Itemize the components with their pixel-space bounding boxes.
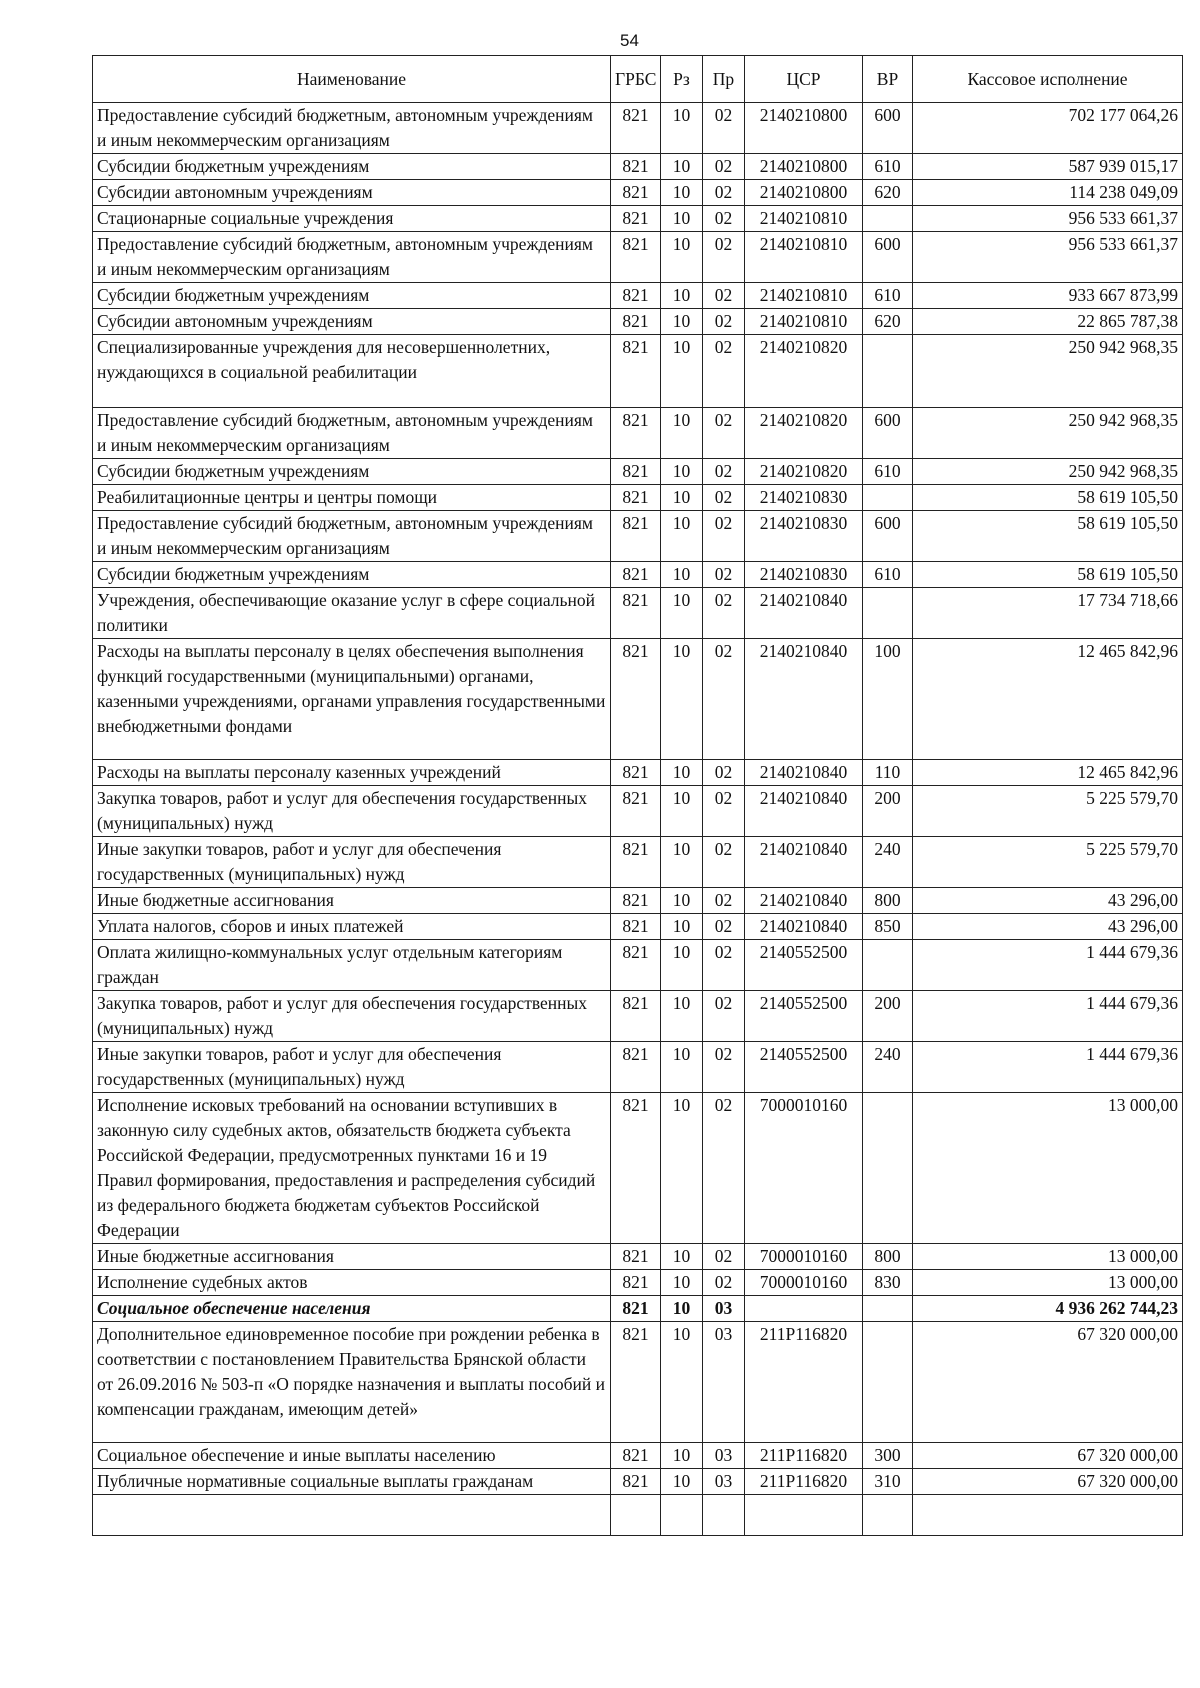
table-row [93, 1244, 1183, 1270]
cell-name: Специализированные учреждения для несовершеннолетних, нуждающихся в социальной реабилитации [93, 335, 611, 408]
cell-csr: 2140210840 [745, 914, 863, 940]
cell-vr: 800 [863, 888, 913, 914]
cell-rz: 10 [661, 103, 703, 154]
cell-amount: 12 465 842,96 [913, 760, 1183, 786]
cell-csr: 2140210800 [745, 154, 863, 180]
column-header-amount: Кассовое исполнение [913, 56, 1183, 103]
cell-csr [745, 1296, 863, 1322]
cell-grbs: 821 [611, 283, 661, 309]
cell-name: Субсидии автономным учреждениям [93, 309, 611, 335]
cell-csr: 7000010160 [745, 1244, 863, 1270]
cell-rz: 10 [661, 940, 703, 991]
cell-grbs: 821 [611, 309, 661, 335]
cell-amount: 1 444 679,36 [913, 940, 1183, 991]
cell-name: Социальное обеспечение населения [93, 1296, 611, 1322]
cell-vr: 310 [863, 1469, 913, 1495]
cell-name: Субсидии бюджетным учреждениям [93, 459, 611, 485]
cell-csr: 2140210820 [745, 408, 863, 459]
cell-name: Расходы на выплаты персоналу казенных учреждений [93, 760, 611, 786]
cell-grbs: 821 [611, 991, 661, 1042]
cell-grbs: 821 [611, 837, 661, 888]
cell-rz: 10 [661, 335, 703, 408]
cell-amount: 250 942 968,35 [913, 408, 1183, 459]
cell-name: Предоставление субсидий бюджетным, автономным учреждениям и иным некоммерческим организациям [93, 511, 611, 562]
cell-grbs: 821 [611, 1042, 661, 1093]
column-header-vr: ВР [863, 56, 913, 103]
table-row-empty [93, 1495, 1183, 1536]
cell-amount: 67 320 000,00 [913, 1322, 1183, 1443]
cell-csr: 7000010160 [745, 1270, 863, 1296]
cell-grbs: 821 [611, 335, 661, 408]
cell-pr: 02 [703, 991, 745, 1042]
table-row [93, 786, 1183, 837]
cell-vr: 610 [863, 154, 913, 180]
cell-pr: 02 [703, 283, 745, 309]
cell-pr: 02 [703, 914, 745, 940]
cell-csr: 2140210840 [745, 760, 863, 786]
cell-amount: 67 320 000,00 [913, 1443, 1183, 1469]
cell-grbs: 821 [611, 1270, 661, 1296]
cell-grbs: 821 [611, 1469, 661, 1495]
cell-name: Расходы на выплаты персоналу в целях обеспечения выполнения функций государственными (муниципальными) органами, казенными учреждениями, органами управления государственными внебюджетными фондами [93, 639, 611, 760]
cell-amount: 250 942 968,35 [913, 335, 1183, 408]
empty-cell [93, 1495, 611, 1536]
cell-vr: 800 [863, 1244, 913, 1270]
cell-name: Субсидии бюджетным учреждениям [93, 562, 611, 588]
column-header-csr: ЦСР [745, 56, 863, 103]
cell-name: Предоставление субсидий бюджетным, автономным учреждениям и иным некоммерческим организациям [93, 103, 611, 154]
cell-vr: 610 [863, 562, 913, 588]
cell-vr: 240 [863, 837, 913, 888]
cell-pr: 02 [703, 485, 745, 511]
cell-csr: 2140210810 [745, 309, 863, 335]
table-row [93, 1270, 1183, 1296]
table-row [93, 914, 1183, 940]
cell-name: Социальное обеспечение и иные выплаты населению [93, 1443, 611, 1469]
column-header-name: Наименование [93, 56, 611, 103]
cell-amount: 956 533 661,37 [913, 206, 1183, 232]
cell-vr [863, 940, 913, 991]
cell-csr: 2140210830 [745, 562, 863, 588]
page-number: 54 [620, 31, 639, 50]
cell-rz: 10 [661, 639, 703, 760]
cell-pr: 02 [703, 232, 745, 283]
cell-amount: 17 734 718,66 [913, 588, 1183, 639]
table-row [93, 837, 1183, 888]
empty-cell [703, 1495, 745, 1536]
cell-csr: 2140552500 [745, 991, 863, 1042]
cell-rz: 10 [661, 459, 703, 485]
cell-name: Субсидии автономным учреждениям [93, 180, 611, 206]
column-header-grbs: ГРБС [611, 56, 661, 103]
cell-csr: 211P116820 [745, 1322, 863, 1443]
cell-amount: 114 238 049,09 [913, 180, 1183, 206]
cell-vr: 600 [863, 232, 913, 283]
cell-grbs: 821 [611, 408, 661, 459]
cell-name: Предоставление субсидий бюджетным, автономным учреждениям и иным некоммерческим организациям [93, 408, 611, 459]
table-row [93, 1443, 1183, 1469]
table-row [93, 1469, 1183, 1495]
cell-pr: 02 [703, 154, 745, 180]
cell-csr: 2140552500 [745, 1042, 863, 1093]
cell-rz: 10 [661, 837, 703, 888]
cell-csr: 2140210810 [745, 283, 863, 309]
cell-pr: 02 [703, 786, 745, 837]
empty-cell [611, 1495, 661, 1536]
cell-amount: 58 619 105,50 [913, 485, 1183, 511]
cell-rz: 10 [661, 232, 703, 283]
table-row [93, 1093, 1183, 1244]
cell-amount: 13 000,00 [913, 1093, 1183, 1244]
cell-vr: 610 [863, 459, 913, 485]
cell-grbs: 821 [611, 459, 661, 485]
cell-grbs: 821 [611, 1244, 661, 1270]
cell-rz: 10 [661, 1296, 703, 1322]
cell-pr: 02 [703, 309, 745, 335]
cell-pr: 02 [703, 180, 745, 206]
cell-csr: 2140210840 [745, 588, 863, 639]
cell-vr: 600 [863, 511, 913, 562]
cell-rz: 10 [661, 1270, 703, 1296]
cell-pr: 03 [703, 1322, 745, 1443]
cell-name: Стационарные социальные учреждения [93, 206, 611, 232]
cell-pr: 02 [703, 206, 745, 232]
cell-rz: 10 [661, 154, 703, 180]
cell-name: Закупка товаров, работ и услуг для обеспечения государственных (муниципальных) нужд [93, 786, 611, 837]
cell-grbs: 821 [611, 914, 661, 940]
cell-csr: 2140210810 [745, 206, 863, 232]
table-row [93, 283, 1183, 309]
cell-pr: 02 [703, 1270, 745, 1296]
cell-grbs: 821 [611, 232, 661, 283]
cell-rz: 10 [661, 511, 703, 562]
cell-vr: 830 [863, 1270, 913, 1296]
cell-vr [863, 335, 913, 408]
cell-pr: 03 [703, 1296, 745, 1322]
cell-amount: 250 942 968,35 [913, 459, 1183, 485]
table-row [93, 760, 1183, 786]
cell-rz: 10 [661, 309, 703, 335]
cell-rz: 10 [661, 1322, 703, 1443]
cell-csr: 211P116820 [745, 1443, 863, 1469]
cell-vr: 600 [863, 408, 913, 459]
table-header-row [93, 56, 1183, 103]
cell-vr [863, 485, 913, 511]
cell-amount: 12 465 842,96 [913, 639, 1183, 760]
cell-csr: 2140210820 [745, 459, 863, 485]
table-row [93, 180, 1183, 206]
cell-pr: 02 [703, 459, 745, 485]
table-row [93, 588, 1183, 639]
cell-amount: 43 296,00 [913, 914, 1183, 940]
cell-amount: 5 225 579,70 [913, 786, 1183, 837]
cell-vr [863, 1322, 913, 1443]
cell-rz: 10 [661, 408, 703, 459]
cell-pr: 02 [703, 562, 745, 588]
cell-pr: 03 [703, 1469, 745, 1495]
empty-cell [745, 1495, 863, 1536]
table-row [93, 562, 1183, 588]
cell-amount: 22 865 787,38 [913, 309, 1183, 335]
table-row [93, 940, 1183, 991]
cell-vr: 850 [863, 914, 913, 940]
cell-amount: 58 619 105,50 [913, 511, 1183, 562]
cell-rz: 10 [661, 760, 703, 786]
table-row [93, 1296, 1183, 1322]
table-row [93, 408, 1183, 459]
cell-amount: 702 177 064,26 [913, 103, 1183, 154]
cell-csr: 2140210840 [745, 786, 863, 837]
cell-pr: 02 [703, 888, 745, 914]
cell-csr: 7000010160 [745, 1093, 863, 1244]
cell-csr: 211P116820 [745, 1469, 863, 1495]
cell-amount: 1 444 679,36 [913, 991, 1183, 1042]
cell-rz: 10 [661, 588, 703, 639]
cell-csr: 2140210820 [745, 335, 863, 408]
cell-name: Закупка товаров, работ и услуг для обеспечения государственных (муниципальных) нужд [93, 991, 611, 1042]
cell-csr: 2140210840 [745, 888, 863, 914]
table-row [93, 639, 1183, 760]
cell-rz: 10 [661, 283, 703, 309]
cell-grbs: 821 [611, 639, 661, 760]
table-row [93, 103, 1183, 154]
cell-amount: 5 225 579,70 [913, 837, 1183, 888]
cell-name: Исполнение судебных актов [93, 1270, 611, 1296]
cell-name: Предоставление субсидий бюджетным, автономным учреждениям и иным некоммерческим организациям [93, 232, 611, 283]
cell-rz: 10 [661, 1042, 703, 1093]
cell-name: Субсидии бюджетным учреждениям [93, 283, 611, 309]
budget-execution-table [92, 55, 1183, 1536]
cell-vr [863, 1296, 913, 1322]
cell-vr: 600 [863, 103, 913, 154]
cell-amount: 956 533 661,37 [913, 232, 1183, 283]
cell-rz: 10 [661, 914, 703, 940]
cell-pr: 02 [703, 588, 745, 639]
cell-csr: 2140210840 [745, 837, 863, 888]
cell-pr: 02 [703, 1244, 745, 1270]
cell-vr: 200 [863, 786, 913, 837]
cell-name: Уплата налогов, сборов и иных платежей [93, 914, 611, 940]
cell-vr [863, 1093, 913, 1244]
cell-csr: 2140210800 [745, 180, 863, 206]
cell-grbs: 821 [611, 154, 661, 180]
cell-vr: 620 [863, 309, 913, 335]
empty-cell [863, 1495, 913, 1536]
cell-name: Иные бюджетные ассигнования [93, 888, 611, 914]
cell-csr: 2140210800 [745, 103, 863, 154]
table-row [93, 309, 1183, 335]
cell-amount: 13 000,00 [913, 1270, 1183, 1296]
cell-grbs: 821 [611, 103, 661, 154]
cell-pr: 02 [703, 1093, 745, 1244]
empty-cell [661, 1495, 703, 1536]
table-row [93, 511, 1183, 562]
cell-grbs: 821 [611, 888, 661, 914]
cell-vr: 610 [863, 283, 913, 309]
cell-pr: 02 [703, 1042, 745, 1093]
cell-rz: 10 [661, 888, 703, 914]
cell-pr: 02 [703, 103, 745, 154]
cell-amount: 933 667 873,99 [913, 283, 1183, 309]
cell-vr: 240 [863, 1042, 913, 1093]
cell-vr: 200 [863, 991, 913, 1042]
cell-csr: 2140210830 [745, 485, 863, 511]
cell-amount: 67 320 000,00 [913, 1469, 1183, 1495]
cell-name: Иные закупки товаров, работ и услуг для обеспечения государственных (муниципальных) нужд [93, 1042, 611, 1093]
cell-grbs: 821 [611, 940, 661, 991]
cell-pr: 02 [703, 335, 745, 408]
cell-rz: 10 [661, 485, 703, 511]
cell-rz: 10 [661, 180, 703, 206]
cell-grbs: 821 [611, 588, 661, 639]
cell-name: Иные бюджетные ассигнования [93, 1244, 611, 1270]
cell-name: Реабилитационные центры и центры помощи [93, 485, 611, 511]
table-row [93, 485, 1183, 511]
cell-amount: 58 619 105,50 [913, 562, 1183, 588]
cell-grbs: 821 [611, 485, 661, 511]
cell-vr: 300 [863, 1443, 913, 1469]
table-row [93, 991, 1183, 1042]
cell-grbs: 821 [611, 1322, 661, 1443]
column-header-rz: Рз [661, 56, 703, 103]
cell-grbs: 821 [611, 1443, 661, 1469]
cell-name: Дополнительное единовременное пособие при рождении ребенка в соответствии с постановлением Правительства Брянской области от 26.09.2016 № 503-п «О порядке назначения и выплаты пособий и компенсации гражданам, имеющим детей» [93, 1322, 611, 1443]
cell-name: Иные закупки товаров, работ и услуг для обеспечения государственных (муниципальных) нужд [93, 837, 611, 888]
table-row [93, 888, 1183, 914]
empty-cell [913, 1495, 1183, 1536]
cell-amount: 587 939 015,17 [913, 154, 1183, 180]
cell-name: Субсидии бюджетным учреждениям [93, 154, 611, 180]
column-header-pr: Пр [703, 56, 745, 103]
cell-amount: 4 936 262 744,23 [913, 1296, 1183, 1322]
cell-name: Учреждения, обеспечивающие оказание услуг в сфере социальной политики [93, 588, 611, 639]
cell-rz: 10 [661, 1244, 703, 1270]
cell-rz: 10 [661, 786, 703, 837]
cell-grbs: 821 [611, 1296, 661, 1322]
cell-pr: 02 [703, 639, 745, 760]
cell-vr: 620 [863, 180, 913, 206]
table-row [93, 459, 1183, 485]
cell-pr: 02 [703, 511, 745, 562]
cell-pr: 03 [703, 1443, 745, 1469]
table-body [93, 103, 1183, 1536]
cell-pr: 02 [703, 408, 745, 459]
cell-pr: 02 [703, 760, 745, 786]
table-row [93, 232, 1183, 283]
cell-grbs: 821 [611, 511, 661, 562]
cell-vr: 110 [863, 760, 913, 786]
cell-csr: 2140210840 [745, 639, 863, 760]
table-row [93, 335, 1183, 408]
cell-grbs: 821 [611, 760, 661, 786]
cell-vr [863, 588, 913, 639]
cell-rz: 10 [661, 1093, 703, 1244]
cell-grbs: 821 [611, 1093, 661, 1244]
table-row [93, 206, 1183, 232]
cell-grbs: 821 [611, 562, 661, 588]
table-row [93, 1322, 1183, 1443]
cell-grbs: 821 [611, 180, 661, 206]
cell-pr: 02 [703, 940, 745, 991]
table-row [93, 1042, 1183, 1093]
cell-amount: 13 000,00 [913, 1244, 1183, 1270]
cell-rz: 10 [661, 991, 703, 1042]
cell-rz: 10 [661, 1443, 703, 1469]
cell-pr: 02 [703, 837, 745, 888]
cell-rz: 10 [661, 1469, 703, 1495]
cell-vr: 100 [863, 639, 913, 760]
table-row [93, 154, 1183, 180]
cell-name: Публичные нормативные социальные выплаты гражданам [93, 1469, 611, 1495]
cell-name: Исполнение исковых требований на основании вступивших в законную силу судебных актов, обязательств бюджета субъекта Российской Федерации, предусмотренных пунктами 16 и 19 Правил формирования, предоставления и распределения субсидий из федерального бюджета бюджетам субъектов Российской Федерации [93, 1093, 611, 1244]
cell-name: Оплата жилищно-коммунальных услуг отдельным категориям граждан [93, 940, 611, 991]
cell-grbs: 821 [611, 206, 661, 232]
cell-grbs: 821 [611, 786, 661, 837]
cell-rz: 10 [661, 562, 703, 588]
cell-csr: 2140552500 [745, 940, 863, 991]
cell-amount: 43 296,00 [913, 888, 1183, 914]
cell-csr: 2140210830 [745, 511, 863, 562]
cell-csr: 2140210810 [745, 232, 863, 283]
cell-rz: 10 [661, 206, 703, 232]
cell-amount: 1 444 679,36 [913, 1042, 1183, 1093]
cell-vr [863, 206, 913, 232]
